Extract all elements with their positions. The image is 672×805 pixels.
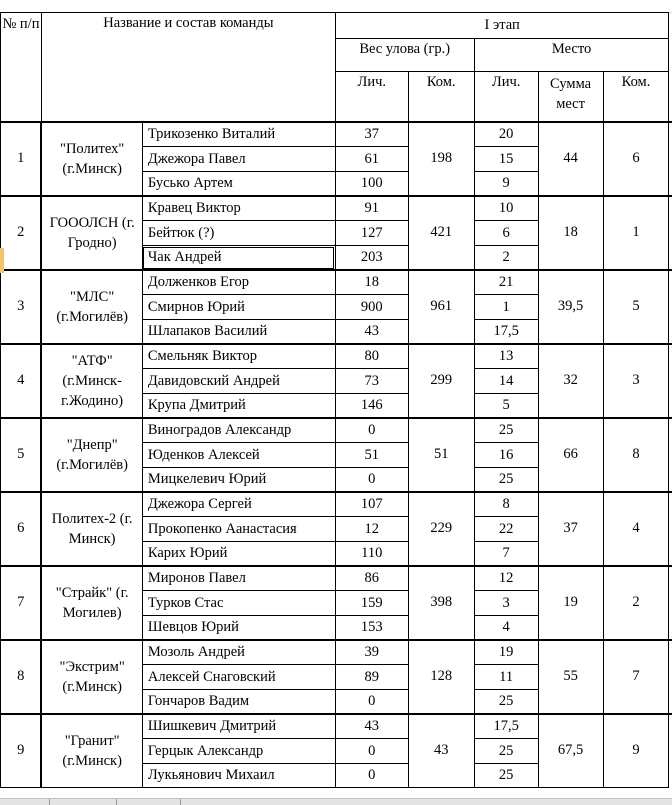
member-weight[interactable]: 159 <box>335 591 408 616</box>
sheet-tab-divider <box>116 799 117 805</box>
team-weight[interactable]: 299 <box>408 344 474 418</box>
member-place[interactable]: 25 <box>474 690 538 714</box>
member-name[interactable]: Трикозенко Виталий <box>142 122 335 147</box>
member-name[interactable]: Джежора Павел <box>142 147 335 172</box>
member-place[interactable]: 13 <box>474 344 538 369</box>
member-place[interactable]: 11 <box>474 665 538 690</box>
member-place[interactable]: 17,5 <box>474 320 538 344</box>
team-name[interactable]: "Политех" (г.Минск) <box>41 122 142 196</box>
member-place[interactable]: 14 <box>474 369 538 394</box>
member-name[interactable]: Кравец Виктор <box>142 196 335 221</box>
member-weight[interactable]: 110 <box>335 542 408 566</box>
member-name[interactable]: Юденков Алексей <box>142 443 335 468</box>
team-number[interactable]: 7 <box>1 566 42 640</box>
member-weight[interactable]: 107 <box>335 492 408 517</box>
team-member-row <box>1 196 672 221</box>
team-place[interactable]: 2 <box>603 566 669 640</box>
header-stage[interactable]: I этап <box>335 13 669 39</box>
member-weight[interactable]: 0 <box>335 690 408 714</box>
team-place[interactable]: 8 <box>603 418 669 492</box>
team-place-sum[interactable]: 44 <box>538 122 603 196</box>
member-name[interactable]: Чак Андрей <box>142 246 335 270</box>
team-number[interactable]: 3 <box>1 270 42 344</box>
member-weight[interactable]: 39 <box>335 640 408 665</box>
team-member-row <box>1 418 672 443</box>
member-name[interactable]: Смирнов Юрий <box>142 295 335 320</box>
member-place[interactable]: 4 <box>474 616 538 640</box>
header-num[interactable]: № п/п <box>1 13 42 122</box>
member-weight[interactable]: 86 <box>335 566 408 591</box>
member-name[interactable]: Крупа Дмитрий <box>142 394 335 418</box>
team-member-row <box>1 714 672 739</box>
member-weight[interactable]: 153 <box>335 616 408 640</box>
team-place[interactable]: 5 <box>603 270 669 344</box>
member-name[interactable]: Миронов Павел <box>142 566 335 591</box>
member-weight[interactable]: 91 <box>335 196 408 221</box>
team-number[interactable]: 1 <box>1 122 42 196</box>
member-name[interactable]: Бейтюк (?) <box>142 221 335 246</box>
team-member-row <box>1 640 672 665</box>
member-name[interactable]: Бусько Артем <box>142 172 335 196</box>
team-place-sum[interactable]: 55 <box>538 640 603 714</box>
member-place[interactable]: 10 <box>474 196 538 221</box>
member-place[interactable]: 1 <box>474 295 538 320</box>
member-name[interactable]: Лукьянович Михаил <box>142 764 335 788</box>
team-place[interactable]: 6 <box>603 122 669 196</box>
team-place-sum[interactable]: 66 <box>538 418 603 492</box>
team-name[interactable]: "Страйк" (г. Могилев) <box>41 566 142 640</box>
team-number[interactable]: 8 <box>1 640 42 714</box>
member-place[interactable]: 6 <box>474 221 538 246</box>
member-name[interactable]: Виноградов Александр <box>142 418 335 443</box>
member-weight[interactable]: 100 <box>335 172 408 196</box>
header-place-team[interactable]: Ком. <box>603 72 669 122</box>
member-weight[interactable]: 12 <box>335 517 408 542</box>
header-weight-personal[interactable]: Лич. <box>335 72 408 122</box>
row-marker <box>0 248 4 273</box>
member-name[interactable]: Мозоль Андрей <box>142 640 335 665</box>
team-weight[interactable]: 51 <box>408 418 474 492</box>
member-weight[interactable]: 127 <box>335 221 408 246</box>
team-weight[interactable]: 421 <box>408 196 474 270</box>
results-table <box>0 12 672 788</box>
team-place-sum[interactable]: 19 <box>538 566 603 640</box>
team-member-row <box>1 566 672 591</box>
member-place[interactable]: 22 <box>474 517 538 542</box>
team-weight[interactable]: 398 <box>408 566 474 640</box>
member-name[interactable]: Шлапаков Василий <box>142 320 335 344</box>
member-place[interactable]: 25 <box>474 739 538 764</box>
member-place[interactable]: 21 <box>474 270 538 295</box>
member-name[interactable]: Шишкевич Дмитрий <box>142 714 335 739</box>
member-place[interactable]: 8 <box>474 492 538 517</box>
member-place[interactable]: 25 <box>474 764 538 788</box>
member-weight[interactable]: 0 <box>335 739 408 764</box>
member-name[interactable]: Гончаров Вадим <box>142 690 335 714</box>
team-name[interactable]: "МЛС" (г.Могилёв) <box>41 270 142 344</box>
team-place[interactable]: 3 <box>603 344 669 418</box>
member-name[interactable]: Долженков Егор <box>142 270 335 295</box>
member-place[interactable]: 3 <box>474 591 538 616</box>
team-place[interactable]: 7 <box>603 640 669 714</box>
member-place[interactable]: 12 <box>474 566 538 591</box>
team-place-sum[interactable]: 37 <box>538 492 603 566</box>
member-weight[interactable]: 18 <box>335 270 408 295</box>
member-name[interactable]: Шевцов Юрий <box>142 616 335 640</box>
member-name[interactable]: Прокопенко Аанастасия <box>142 517 335 542</box>
member-name[interactable]: Давидовский Андрей <box>142 369 335 394</box>
member-place[interactable]: 25 <box>474 468 538 492</box>
member-place[interactable]: 19 <box>474 640 538 665</box>
team-weight[interactable]: 961 <box>408 270 474 344</box>
header-weight[interactable]: Вес улова (гр.) <box>335 39 474 72</box>
member-name[interactable]: Алексей Снаговский <box>142 665 335 690</box>
team-place-sum[interactable]: 67,5 <box>538 714 603 788</box>
member-name[interactable]: Герцык Александр <box>142 739 335 764</box>
member-weight[interactable]: 900 <box>335 295 408 320</box>
team-place-sum[interactable]: 18 <box>538 196 603 270</box>
member-weight[interactable]: 43 <box>335 714 408 739</box>
team-name[interactable]: "Гранит" (г.Минск) <box>41 714 142 788</box>
member-place[interactable]: 15 <box>474 147 538 172</box>
team-name[interactable]: Политех-2 (г. Минск) <box>41 492 142 566</box>
member-place[interactable]: 5 <box>474 394 538 418</box>
team-place[interactable]: 9 <box>603 714 669 788</box>
team-weight[interactable]: 229 <box>408 492 474 566</box>
team-member-row <box>1 492 672 517</box>
team-number[interactable]: 2 <box>1 196 42 270</box>
team-number[interactable]: 6 <box>1 492 42 566</box>
team-number[interactable]: 9 <box>1 714 42 788</box>
member-name[interactable]: Турков Стас <box>142 591 335 616</box>
member-place[interactable]: 16 <box>474 443 538 468</box>
member-place[interactable]: 25 <box>474 418 538 443</box>
team-place[interactable]: 1 <box>603 196 669 270</box>
team-name[interactable]: "Экстрим" (г.Минск) <box>41 640 142 714</box>
team-weight[interactable]: 43 <box>408 714 474 788</box>
member-weight[interactable]: 146 <box>335 394 408 418</box>
header-weight-team[interactable]: Ком. <box>408 72 474 122</box>
member-weight[interactable]: 203 <box>335 246 408 270</box>
team-member-row <box>1 270 672 295</box>
header-place[interactable]: Место <box>474 39 669 72</box>
member-weight[interactable]: 0 <box>335 764 408 788</box>
member-weight[interactable]: 51 <box>335 443 408 468</box>
member-name[interactable]: Смельняк Виктор <box>142 344 335 369</box>
member-place[interactable]: 7 <box>474 542 538 566</box>
member-weight[interactable]: 61 <box>335 147 408 172</box>
team-name[interactable]: "АТФ" (г.Минск-г.Жодино) <box>41 344 142 418</box>
team-name[interactable]: ГОООЛСН (г. Гродно) <box>41 196 142 270</box>
team-weight[interactable]: 128 <box>408 640 474 714</box>
member-place[interactable]: 2 <box>474 246 538 270</box>
team-member-row <box>1 122 672 147</box>
team-place[interactable]: 4 <box>603 492 669 566</box>
member-place[interactable]: 9 <box>474 172 538 196</box>
member-weight[interactable]: 73 <box>335 369 408 394</box>
team-number[interactable]: 4 <box>1 344 42 418</box>
member-place[interactable]: 20 <box>474 122 538 147</box>
team-number[interactable]: 5 <box>1 418 42 492</box>
member-weight[interactable]: 0 <box>335 468 408 492</box>
member-name[interactable]: Карих Юрий <box>142 542 335 566</box>
member-weight[interactable]: 37 <box>335 122 408 147</box>
member-place[interactable]: 17,5 <box>474 714 538 739</box>
member-weight[interactable]: 89 <box>335 665 408 690</box>
sheet-tab-divider <box>180 799 181 805</box>
team-name[interactable]: "Днепр" (г.Могилёв) <box>41 418 142 492</box>
sheet-tab-divider <box>49 799 50 805</box>
member-weight[interactable]: 0 <box>335 418 408 443</box>
team-place-sum[interactable]: 32 <box>538 344 603 418</box>
header-place-personal[interactable]: Лич. <box>474 72 538 122</box>
member-weight[interactable]: 80 <box>335 344 408 369</box>
header-team[interactable]: Название и состав команды <box>41 13 335 122</box>
member-name[interactable]: Мицкелевич Юрий <box>142 468 335 492</box>
team-member-row <box>1 344 672 369</box>
member-weight[interactable]: 43 <box>335 320 408 344</box>
member-name[interactable]: Джежора Сергей <box>142 492 335 517</box>
team-weight[interactable]: 198 <box>408 122 474 196</box>
team-place-sum[interactable]: 39,5 <box>538 270 603 344</box>
header-place-sum[interactable]: Сумма мест <box>538 72 603 122</box>
